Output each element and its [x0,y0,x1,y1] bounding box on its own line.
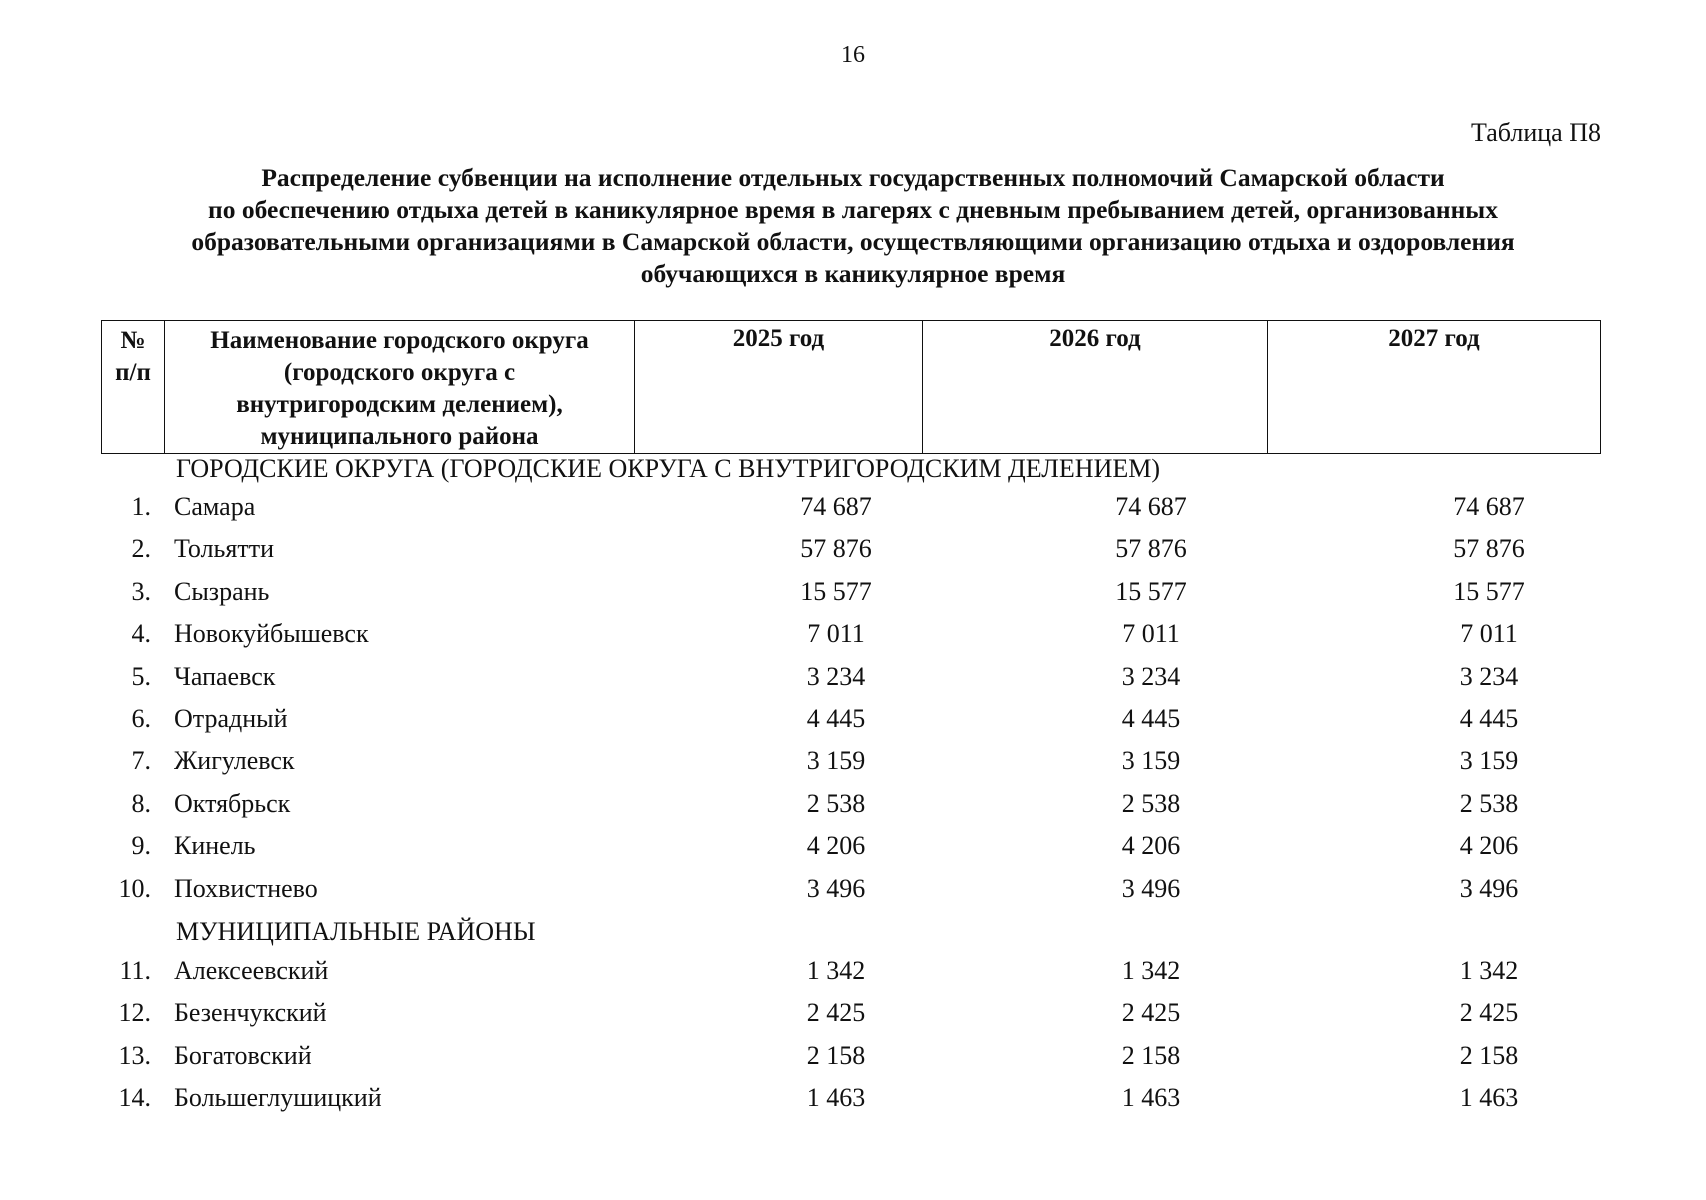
row-value-2026: 4 206 [1121,831,1181,861]
row-value-2025: 3 234 [806,661,866,691]
document-title [100,162,1606,290]
row-value-2025: 1 342 [806,955,866,985]
row-name: Тольятти [174,534,275,564]
row-name: Отрадный [174,703,288,733]
row-value-2025: 74 687 [800,492,872,521]
header-number-line: № [120,327,146,354]
table-row [101,950,1600,992]
header-year-2026: 2026 год [923,321,1268,454]
header-name-line: (городского округа с [283,359,516,386]
row-name: Похвистнево [174,873,318,903]
title-line: по обеспечению отдыха детей в каникулярное время в лагерях с дневным пребыванием детей, организованных [208,195,1498,224]
row-value-2026: 57 876 [1115,534,1187,564]
header-year-2025: 2025 год [635,321,923,454]
row-value-2025: 4 206 [806,831,866,861]
row-value-2027: 7 011 [1460,619,1518,649]
row-value-2026: 3 234 [1121,661,1181,691]
table-row [101,613,1600,655]
row-value-2026: 3 496 [1121,873,1181,903]
row-name: Алексеевский [174,955,329,985]
row-value-2027: 3 234 [1459,661,1519,691]
row-value-2027: 4 206 [1459,831,1519,861]
section-header-municipal-districts: МУНИЦИПАЛЬНЫЕ РАЙОНЫ [176,916,536,946]
row-value-2026: 2 538 [1121,788,1181,818]
row-number: 7. [131,746,151,776]
row-value-2026: 15 577 [1115,576,1187,606]
row-number: 10. [118,873,151,903]
row-number: 12. [118,998,151,1028]
header-name [165,321,635,454]
header-name-line: внутригородским делением), [236,391,563,418]
title-line: обучающихся в каникулярное время [640,259,1066,288]
header-number-line: п/п [115,359,151,386]
row-value-2026: 1 463 [1121,1083,1181,1113]
header-name-line: Наименование городского округа [210,327,589,354]
table-row [101,656,1600,698]
row-name: Новокуйбышевск [174,619,369,649]
table-row [101,486,1600,528]
header-year-2027: 2027 год [1268,321,1601,454]
row-value-2027: 3 159 [1459,746,1519,776]
row-value-2027: 2 538 [1459,788,1519,818]
row-name: Самара [174,492,256,521]
row-value-2026: 3 159 [1121,746,1181,776]
row-number: 4. [131,619,151,649]
row-value-2025: 7 011 [807,619,865,649]
row-name: Жигулевск [174,746,295,776]
row-value-2027: 15 577 [1453,576,1525,606]
row-value-2025: 2 538 [806,788,866,818]
row-value-2025: 15 577 [800,576,872,606]
row-name: Богатовский [174,1040,312,1070]
row-name: Большеглушицкий [174,1083,382,1113]
row-value-2027: 2 425 [1459,998,1519,1028]
row-value-2026: 2 425 [1121,998,1181,1028]
row-value-2026: 7 011 [1122,619,1180,649]
table-row [101,783,1600,825]
table-row [101,740,1600,782]
row-name: Сызрань [174,576,270,606]
row-value-2026: 4 445 [1121,703,1181,733]
table-row [101,992,1600,1034]
row-value-2025: 2 425 [806,998,866,1028]
row-value-2026: 74 687 [1115,492,1187,521]
row-value-2026: 1 342 [1121,955,1181,985]
table-body [101,452,1600,1119]
header-number [102,321,165,454]
row-number: 6. [131,703,151,733]
row-value-2025: 2 158 [806,1040,866,1070]
row-value-2027: 1 342 [1459,955,1519,985]
table-row [101,571,1600,613]
row-value-2027: 3 496 [1459,873,1519,903]
row-name: Октябрьск [174,788,291,818]
row-value-2027: 2 158 [1459,1040,1519,1070]
row-number: 14. [118,1083,151,1113]
row-number: 1. [131,492,151,521]
table-row [101,868,1600,910]
row-value-2025: 57 876 [800,534,872,564]
row-name: Чапаевск [174,661,276,691]
row-value-2025: 1 463 [806,1083,866,1113]
row-name: Безенчукский [174,998,327,1028]
row-value-2025: 4 445 [806,703,866,733]
page-number: 16 [841,42,865,68]
table-header [101,320,1601,454]
row-value-2027: 4 445 [1459,703,1519,733]
row-value-2026: 2 158 [1121,1040,1181,1070]
row-number: 13. [118,1040,151,1070]
section-header-city-districts: ГОРОДСКИЕ ОКРУГА (ГОРОДСКИЕ ОКРУГА С ВНУТРИГОРОДСКИМ ДЕЛЕНИЕМ) [176,454,1161,483]
table-label: Таблица П8 [1471,118,1601,147]
row-value-2025: 3 496 [806,873,866,903]
row-value-2027: 57 876 [1453,534,1525,564]
row-number: 11. [119,955,151,985]
row-value-2025: 3 159 [806,746,866,776]
row-number: 5. [131,661,151,691]
table-row [101,825,1600,867]
row-number: 8. [131,788,151,818]
row-number: 9. [131,831,151,861]
table-row [101,698,1600,740]
title-line: Распределение субвенции на исполнение отдельных государственных полномочий Самарской области [261,163,1445,192]
row-value-2027: 1 463 [1459,1083,1519,1113]
row-number: 2. [131,534,151,564]
title-line: образовательными организациями в Самарской области, осуществляющими организацию отдыха и оздоровления [191,227,1515,256]
table-row [101,1035,1600,1077]
row-number: 3. [131,576,151,606]
header-name-line: муниципального района [260,423,539,450]
row-value-2027: 74 687 [1453,492,1525,521]
row-name: Кинель [174,831,256,861]
table-row [101,1077,1600,1119]
table-row [101,528,1600,570]
